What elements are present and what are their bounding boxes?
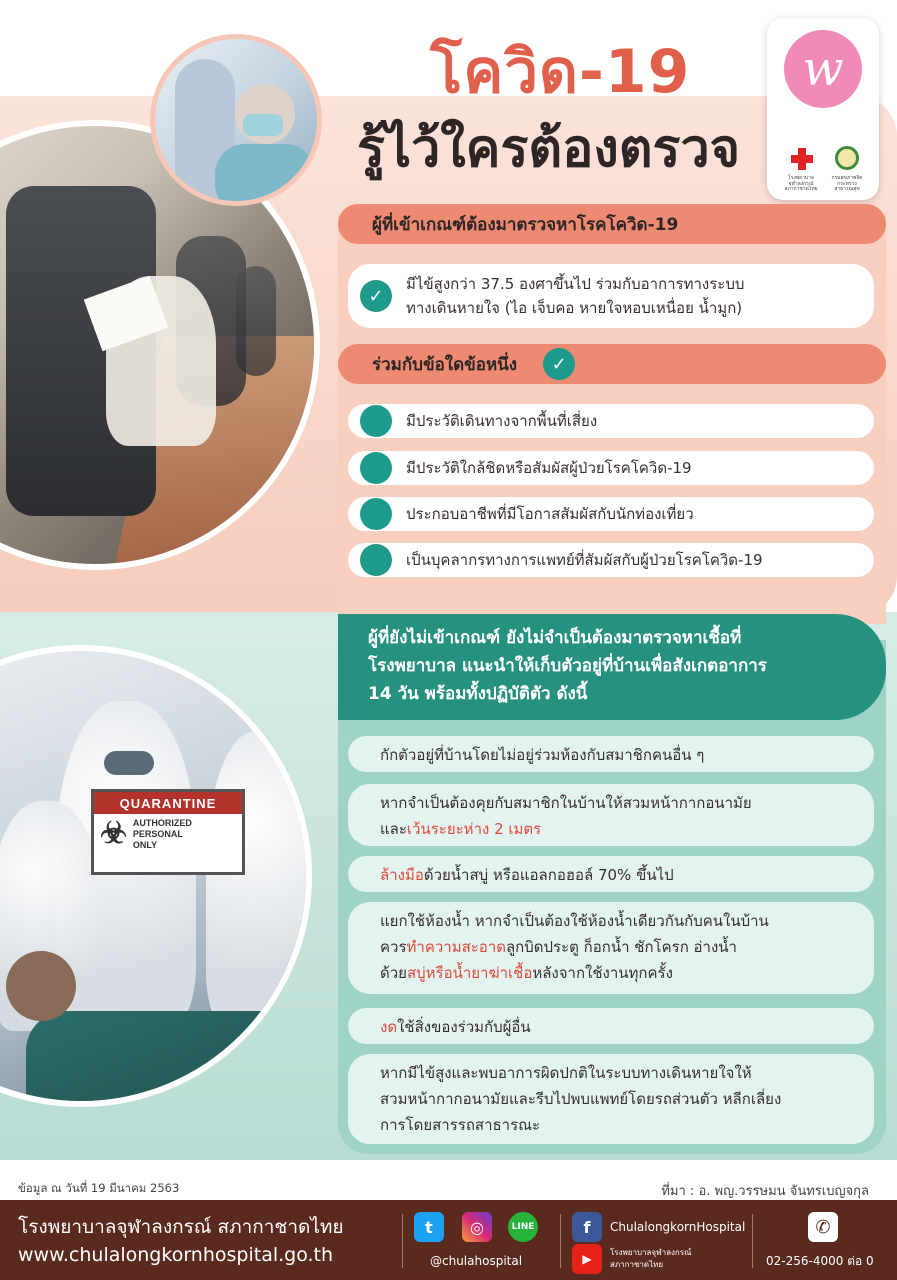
advice-highlight: ล้างมือ <box>380 866 424 884</box>
youtube-channel-line1[interactable]: โรงพยาบาลจุฬาลงกรณ์ <box>610 1248 692 1257</box>
check-icon: ✓ <box>360 280 392 312</box>
instagram-icon[interactable]: ◎ <box>462 1212 492 1242</box>
advice-highlight: งด <box>380 1018 398 1036</box>
ministry-seal-icon <box>835 146 859 170</box>
advice-text: หากมีไข้สูงและพบอาการผิดปกติในระบบทางเดินหายใจให้ <box>380 1064 752 1082</box>
criterion-line-1: มีไข้สูงกว่า 37.5 องศาขึ้นไป ร่วมกับอาการทางระบบ <box>406 275 745 293</box>
advice-text: และ <box>380 820 407 838</box>
advice-text: ใช้สิ่งของร่วมกับผู้อื่น <box>397 1018 531 1036</box>
advice-text: ควร <box>380 938 407 956</box>
hospital-name: โรงพยาบาลจุฬาลงกรณ์ สภากาชาดไทย <box>18 1216 344 1238</box>
sign-line: PERSONAL <box>132 828 183 839</box>
website-link[interactable]: www.chulalongkornhospital.go.th <box>18 1244 334 1266</box>
youtube-icon[interactable]: ▶ <box>572 1244 602 1274</box>
advice-text: ด้วยน้ำสบู่ หรือแอลกอฮอล์ 70% ขึ้นไป <box>423 866 674 884</box>
list-item-label: มีประวัติเดินทางจากพื้นที่เสี่ยง <box>406 412 598 430</box>
footer <box>0 1200 897 1280</box>
quarantine-sign-title: QUARANTINE <box>94 792 242 814</box>
youtube-channel-line2[interactable]: สภากาชาดไทย <box>610 1260 664 1269</box>
facebook-page[interactable]: ChulalongkornHospital <box>610 1220 746 1234</box>
social-handle[interactable]: @chulahospital <box>430 1254 523 1268</box>
advice-highlight: สบู่หรือน้ำยาฆ่าเชื้อ <box>406 964 533 982</box>
sign-line: AUTHORIZED <box>132 818 192 828</box>
advice-text: สวมหน้ากากอนามัยและรีบไปพบแพทย์โดยรถส่วนตัว หลีกเลี่ยง <box>380 1090 782 1108</box>
main-criterion <box>348 264 874 328</box>
elderly-care-photo <box>150 34 322 206</box>
bullet-icon <box>360 498 392 530</box>
advice-text: ลูกบิดประตู ก็อกน้ำ ชักโครก อ่างน้ำ <box>505 938 737 956</box>
advice-item <box>348 1008 874 1044</box>
divider <box>752 1214 753 1268</box>
advice-text: หลังจากใช้งานทุกครั้ง <box>532 964 673 982</box>
facebook-icon[interactable]: f <box>572 1212 602 1242</box>
twitter-icon[interactable]: t <box>414 1212 444 1242</box>
advice-item <box>348 736 874 772</box>
any-one-header <box>338 344 886 384</box>
criteria-header: ผู้ที่เข้าเกณฑ์ต้องมาตรวจหาโรคโควิด-19 <box>338 204 886 244</box>
logo-caption-right: กรมสุขภาพจิต กระทรวงสาธารณสุข <box>831 175 863 192</box>
page-title: โควิด-19 <box>430 37 691 107</box>
quarantine-sign <box>91 789 245 875</box>
list-item-label: เป็นบุคลากรทางการแพทย์ที่สัมผัสกับผู้ป่วยโรคโควิด-19 <box>406 551 763 569</box>
advice-text: การโดยสารรถสาธารณะ <box>380 1116 541 1134</box>
phone-icon: ✆ <box>808 1212 838 1242</box>
advice-header-line: 14 วัน พร้อมทั้งปฏิบัติตัว ดังนี้ <box>368 684 588 704</box>
any-one-label: ร่วมกับข้อใดข้อหนึ่ง <box>372 354 518 375</box>
list-item <box>348 543 874 577</box>
sign-line: ONLY <box>132 839 158 850</box>
check-icon: ✓ <box>543 348 575 380</box>
divider <box>560 1214 561 1268</box>
bullet-icon <box>360 544 392 576</box>
list-item <box>348 451 874 485</box>
bullet-icon <box>360 452 392 484</box>
divider <box>402 1214 403 1268</box>
biohazard-icon: ☣ <box>100 817 127 851</box>
list-item-label: มีประวัติใกล้ชิดหรือสัมผัสผู้ป่วยโรคโควิด-19 <box>406 459 692 477</box>
advice-text: ด้วย <box>380 964 407 982</box>
red-cross-icon <box>791 148 813 170</box>
criterion-line-2: ทางเดินหายใจ (ไอ เจ็บคอ หายใจหอบเหนื่อย น้ำมูก) <box>406 299 743 317</box>
phone-number[interactable]: 02-256-4000 ต่อ 0 <box>766 1254 874 1268</box>
list-item-label: ประกอบอาชีพที่มีโอกาสสัมผัสกับนักท่องเที่ยว <box>406 505 694 523</box>
advice-item <box>348 1054 874 1144</box>
advice-highlight: เว้นระยะห่าง 2 เมตร <box>406 820 542 838</box>
line-icon[interactable]: LINE <box>508 1212 538 1242</box>
advice-highlight: ทำความสะอาด <box>406 938 506 956</box>
advice-header-line: ผู้ที่ยังไม่เข้าเกณฑ์ ยังไม่จำเป็นต้องมาตรวจหาเชื้อที่ <box>368 628 742 648</box>
advice-text: กักตัวอยู่ที่บ้านโดยไม่อยู่ร่วมห้องกับสมาชิกคนอื่น ๆ <box>380 746 705 764</box>
page-subtitle: รู้ไว้ใครต้องตรวจ <box>357 119 741 179</box>
advice-header-line: โรงพยาบาล แนะนำให้เก็บตัวอยู่ที่บ้านเพื่อสังเกตอาการ <box>368 656 767 676</box>
brand-logo-icon: w <box>784 30 862 108</box>
advice-item <box>348 784 874 846</box>
advice-item <box>348 856 874 892</box>
source-credit: ที่มา : อ. พญ.วรรษมน จันทรเบญจกุล <box>661 1184 869 1199</box>
advice-text: หากจำเป็นต้องคุยกับสมาชิกในบ้านให้สวมหน้ากากอนามัย <box>380 794 752 812</box>
hospital-logo-card <box>767 18 879 200</box>
bullet-icon <box>360 405 392 437</box>
advice-header <box>338 614 886 720</box>
data-date: ข้อมูล ณ วันที่ 19 มีนาคม 2563 <box>18 1181 180 1195</box>
list-item <box>348 404 874 438</box>
list-item <box>348 497 874 531</box>
advice-item <box>348 902 874 994</box>
advice-text: แยกใช้ห้องน้ำ หากจำเป็นต้องใช้ห้องน้ำเดียวกันกับคนในบ้าน <box>380 912 769 930</box>
logo-caption-left: โรงพยาบาลจุฬาลงกรณ์ สภากาชาดไทย <box>784 175 818 192</box>
